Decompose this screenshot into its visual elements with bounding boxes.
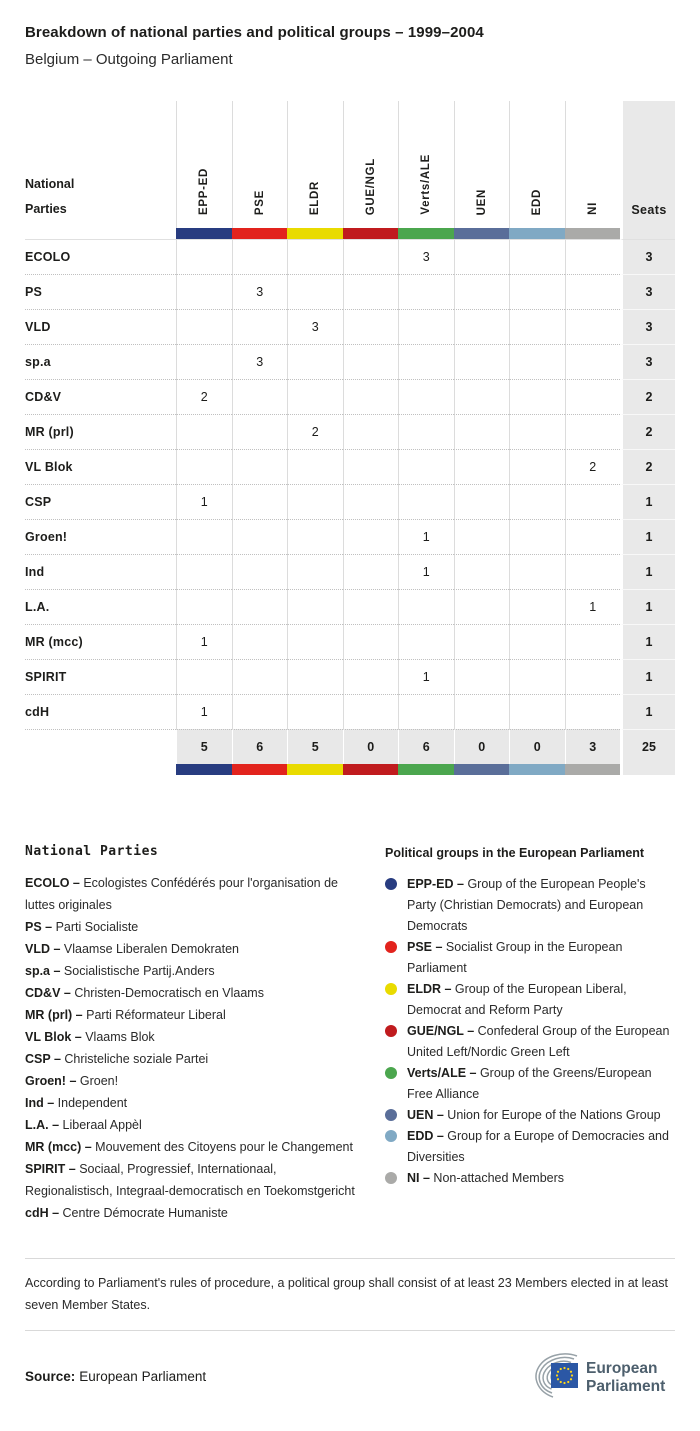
cell-CD&V-EDD — [509, 379, 565, 414]
column-header-UEN — [454, 101, 510, 228]
party-name: VLD — [25, 309, 176, 344]
cell-L.A.-NI: 1 — [565, 589, 621, 624]
cell-Ind-NI — [565, 554, 621, 589]
seats-cell: 2 — [620, 379, 675, 414]
seats-cell: 1 — [620, 589, 675, 624]
cell-sp.a-UEN — [454, 344, 510, 379]
legend-group-item — [385, 979, 675, 1021]
legend-party-item: cdH – Centre Démocrate Humaniste — [25, 1206, 228, 1220]
legend-group-abbr: UEN – — [407, 1108, 444, 1122]
group-color-bar-EDD — [509, 228, 565, 239]
legend-political-groups — [385, 844, 675, 1224]
legend-group-text: Verts/ALE – Group of the Greens/European Free Alliance — [407, 1066, 652, 1101]
group-color-bar-bottom-UEN — [454, 764, 510, 775]
legend-group-text: EPP-ED – Group of the European People's Party (Christian Democrats) and European Democrats — [407, 877, 646, 933]
cell-CD&V-NI — [565, 379, 621, 414]
party-name: L.A. — [25, 589, 176, 624]
cell-L.A.-EPP-ED — [176, 589, 232, 624]
legend-group-item — [385, 1126, 675, 1168]
cell-L.A.-PSE — [232, 589, 288, 624]
group-color-bar-GUE/NGL — [343, 228, 399, 239]
party-name: SPIRIT — [25, 659, 176, 694]
legend-party-abbr: L.A. – — [25, 1118, 60, 1132]
column-header-ELDR — [287, 101, 343, 228]
cell-sp.a-EDD — [509, 344, 565, 379]
cell-VL Blok-ELDR — [287, 449, 343, 484]
column-header-GUE/NGL — [343, 101, 399, 228]
column-header-EDD — [509, 101, 565, 228]
group-color-bar-ELDR — [287, 228, 343, 239]
cell-MR (prl)-GUE/NGL — [343, 414, 399, 449]
cell-ECOLO-UEN — [454, 239, 510, 274]
cell-MR (mcc)-UEN — [454, 624, 510, 659]
group-color-dot-icon — [385, 1109, 397, 1121]
cell-CD&V-EPP-ED: 2 — [176, 379, 232, 414]
column-header-NI — [565, 101, 621, 228]
cell-sp.a-EPP-ED — [176, 344, 232, 379]
legend-group-text: NI – Non-attached Members — [407, 1171, 565, 1185]
seats-cell: 2 — [620, 414, 675, 449]
cell-SPIRIT-NI — [565, 659, 621, 694]
cell-PS-UEN — [454, 274, 510, 309]
cell-VLD-UEN — [454, 309, 510, 344]
source-text — [25, 1369, 206, 1384]
eu-flag-icon — [551, 1363, 578, 1388]
legend-party-item: CD&V – Christen-Democratisch en Vlaams — [25, 986, 264, 1000]
cell-ECOLO-Verts/ALE: 3 — [398, 239, 454, 274]
legend-national-parties-items — [25, 872, 357, 1224]
total-NI: 3 — [565, 729, 621, 764]
cell-Ind-PSE — [232, 554, 288, 589]
cell-sp.a-GUE/NGL — [343, 344, 399, 379]
cell-cdH-PSE — [232, 694, 288, 729]
group-color-dot-icon — [385, 1025, 397, 1037]
cell-cdH-EDD — [509, 694, 565, 729]
cell-Ind-EDD — [509, 554, 565, 589]
seats-cell: 2 — [620, 449, 675, 484]
column-header-label: NI — [586, 202, 599, 215]
cell-CSP-NI — [565, 484, 621, 519]
group-color-bar-bottom-Verts/ALE — [398, 764, 454, 775]
legend-party-abbr: MR (prl) – — [25, 1008, 83, 1022]
seats-cell: 1 — [620, 484, 675, 519]
column-header-label: UEN — [475, 188, 488, 215]
legend-group-item — [385, 1168, 675, 1189]
total-GUE/NGL: 0 — [343, 729, 399, 764]
cell-SPIRIT-GUE/NGL — [343, 659, 399, 694]
seats-cell: 1 — [620, 554, 675, 589]
cell-CD&V-Verts/ALE — [398, 379, 454, 414]
cell-Ind-ELDR — [287, 554, 343, 589]
total-EDD: 0 — [509, 729, 565, 764]
cell-Groen!-PSE — [232, 519, 288, 554]
total-UEN: 0 — [454, 729, 510, 764]
cell-Groen!-ELDR — [287, 519, 343, 554]
group-color-dot-icon — [385, 983, 397, 995]
cell-CSP-Verts/ALE — [398, 484, 454, 519]
legend-party-item: MR (prl) – Parti Réformateur Liberal — [25, 1008, 226, 1022]
cell-MR (prl)-UEN — [454, 414, 510, 449]
cell-CSP-PSE — [232, 484, 288, 519]
cell-CSP-ELDR — [287, 484, 343, 519]
cell-Groen!-EDD — [509, 519, 565, 554]
legend-party-abbr: Groen! – — [25, 1074, 77, 1088]
cell-SPIRIT-Verts/ALE: 1 — [398, 659, 454, 694]
cell-cdH-GUE/NGL — [343, 694, 399, 729]
total-ELDR: 5 — [287, 729, 343, 764]
cell-sp.a-NI — [565, 344, 621, 379]
cell-PS-GUE/NGL — [343, 274, 399, 309]
cell-MR (mcc)-ELDR — [287, 624, 343, 659]
legend-party-abbr: CD&V – — [25, 986, 71, 1000]
seats-cell: 1 — [620, 624, 675, 659]
cell-MR (prl)-Verts/ALE — [398, 414, 454, 449]
cell-PS-ELDR — [287, 274, 343, 309]
cell-MR (mcc)-EPP-ED: 1 — [176, 624, 232, 659]
cell-Groen!-UEN — [454, 519, 510, 554]
group-color-bar-Verts/ALE — [398, 228, 454, 239]
cell-VL Blok-EPP-ED — [176, 449, 232, 484]
seats-cell: 3 — [620, 239, 675, 274]
party-name: sp.a — [25, 344, 176, 379]
legend-party-abbr: cdH – — [25, 1206, 60, 1220]
legend-group-item — [385, 937, 675, 979]
legend-group-item — [385, 1021, 675, 1063]
cell-MR (mcc)-NI — [565, 624, 621, 659]
cell-VL Blok-PSE — [232, 449, 288, 484]
footnote: According to Parliament's rules of procedure, a political group shall consist of at least 23 Members elected in at least seven Member States. — [25, 1276, 668, 1312]
column-header-PSE — [232, 101, 288, 228]
seats-cell: 1 — [620, 519, 675, 554]
legend-party-item: Groen! – Groen! — [25, 1074, 119, 1088]
party-name: PS — [25, 274, 176, 309]
column-header-label: PSE — [253, 189, 266, 215]
cell-SPIRIT-ELDR — [287, 659, 343, 694]
cell-VL Blok-NI: 2 — [565, 449, 621, 484]
column-header-seats: Seats — [620, 101, 675, 228]
column-header-Verts/ALE — [398, 101, 454, 228]
legend-group-abbr: ELDR – — [407, 982, 452, 996]
cell-CD&V-ELDR — [287, 379, 343, 414]
cell-SPIRIT-EPP-ED — [176, 659, 232, 694]
legend-group-text: UEN – Union for Europe of the Nations Group — [407, 1108, 661, 1122]
cell-sp.a-Verts/ALE — [398, 344, 454, 379]
cell-Groen!-Verts/ALE: 1 — [398, 519, 454, 554]
cell-VL Blok-EDD — [509, 449, 565, 484]
legend-party-abbr: ECOLO – — [25, 876, 80, 890]
legend-party-abbr: sp.a – — [25, 964, 61, 978]
page-title: Breakdown of national parties and political groups – 1999–2004 — [25, 24, 484, 41]
legend-party-abbr: Ind – — [25, 1096, 55, 1110]
cell-VLD-NI — [565, 309, 621, 344]
group-color-bar-PSE — [232, 228, 288, 239]
cell-ECOLO-NI — [565, 239, 621, 274]
group-color-bar-bottom-EDD — [509, 764, 565, 775]
cell-MR (mcc)-PSE — [232, 624, 288, 659]
column-header-label: GUE/NGL — [364, 157, 377, 215]
legend-party-abbr: VL Blok – — [25, 1030, 82, 1044]
legend-party-item: SPIRIT – Sociaal, Progressief, Internationaal, Regionalistisch, Integraal-democratisch en Toekomstgericht — [25, 1162, 355, 1198]
source-label: Source: — [25, 1368, 76, 1384]
party-name: cdH — [25, 694, 176, 729]
cell-MR (prl)-EPP-ED — [176, 414, 232, 449]
cell-SPIRIT-EDD — [509, 659, 565, 694]
legend-group-item — [385, 1105, 675, 1126]
cell-VL Blok-GUE/NGL — [343, 449, 399, 484]
cell-MR (prl)-NI — [565, 414, 621, 449]
column-header-EPP-ED — [176, 101, 232, 228]
cell-cdH-NI — [565, 694, 621, 729]
cell-Ind-Verts/ALE: 1 — [398, 554, 454, 589]
cell-CSP-GUE/NGL — [343, 484, 399, 519]
group-color-dot-icon — [385, 878, 397, 890]
party-name: Ind — [25, 554, 176, 589]
seats-color-spacer — [620, 228, 675, 239]
total-Verts/ALE: 6 — [398, 729, 454, 764]
cell-ECOLO-EPP-ED — [176, 239, 232, 274]
cell-MR (prl)-ELDR: 2 — [287, 414, 343, 449]
legend-group-abbr: Verts/ALE – — [407, 1066, 477, 1080]
legend-group-item — [385, 1063, 675, 1105]
cell-PS-Verts/ALE — [398, 274, 454, 309]
total-EPP-ED: 5 — [176, 729, 232, 764]
cell-VL Blok-UEN — [454, 449, 510, 484]
legend-group-abbr: EPP-ED – — [407, 877, 464, 891]
legend-national-parties — [25, 844, 385, 1224]
legend-party-item: MR (mcc) – Mouvement des Citoyens pour le Changement — [25, 1140, 353, 1154]
parties-groups-table — [25, 101, 675, 775]
cell-cdH-Verts/ALE — [398, 694, 454, 729]
cell-SPIRIT-PSE — [232, 659, 288, 694]
legend-party-item: Ind – Independent — [25, 1096, 128, 1110]
group-color-bar-bottom-ELDR — [287, 764, 343, 775]
cell-L.A.-Verts/ALE — [398, 589, 454, 624]
cell-VLD-ELDR: 3 — [287, 309, 343, 344]
totals-spacer — [25, 729, 176, 764]
group-color-bar-bottom-PSE — [232, 764, 288, 775]
bar-spacer — [25, 228, 176, 239]
legend-party-item: PS – Parti Socialiste — [25, 920, 139, 934]
page-subtitle: Belgium – Outgoing Parliament — [25, 51, 233, 68]
cell-Groen!-EPP-ED — [176, 519, 232, 554]
cell-Ind-EPP-ED — [176, 554, 232, 589]
legend-group-text: GUE/NGL – Confederal Group of the European United Left/Nordic Green Left — [407, 1024, 670, 1059]
group-color-bar-UEN — [454, 228, 510, 239]
cell-MR (prl)-PSE — [232, 414, 288, 449]
legend-party-abbr: CSP – — [25, 1052, 61, 1066]
legend-group-abbr: GUE/NGL – — [407, 1024, 475, 1038]
divider-top — [25, 1258, 675, 1259]
cell-VLD-Verts/ALE — [398, 309, 454, 344]
legend-party-abbr: PS – — [25, 920, 53, 934]
cell-CD&V-GUE/NGL — [343, 379, 399, 414]
legend-party-abbr: SPIRIT – — [25, 1162, 76, 1176]
cell-ECOLO-PSE — [232, 239, 288, 274]
cell-CD&V-PSE — [232, 379, 288, 414]
group-color-dot-icon — [385, 1067, 397, 1079]
cell-CSP-EPP-ED: 1 — [176, 484, 232, 519]
legend-party-item: VLD – Vlaamse Liberalen Demokraten — [25, 942, 240, 956]
legend-party-item: ECOLO – Ecologistes Confédérés pour l'organisation de luttes originales — [25, 876, 338, 912]
legend-party-abbr: VLD – — [25, 942, 61, 956]
legend-section — [25, 844, 675, 1224]
group-color-bar-bottom-GUE/NGL — [343, 764, 399, 775]
total-PSE: 6 — [232, 729, 288, 764]
legend-party-item: sp.a – Socialistische Partij.Anders — [25, 964, 215, 978]
legend-party-item: L.A. – Liberaal Appèl — [25, 1118, 142, 1132]
cell-cdH-UEN — [454, 694, 510, 729]
bar-spacer-bottom — [25, 764, 176, 775]
cell-sp.a-ELDR — [287, 344, 343, 379]
total-seats: 25 — [620, 729, 675, 764]
seats-cell: 1 — [620, 694, 675, 729]
party-name: VL Blok — [25, 449, 176, 484]
source-value: European Parliament — [79, 1368, 207, 1384]
legend-party-item: VL Blok – Vlaams Blok — [25, 1030, 155, 1044]
divider-bottom — [25, 1330, 675, 1331]
cell-ECOLO-GUE/NGL — [343, 239, 399, 274]
cell-cdH-EPP-ED: 1 — [176, 694, 232, 729]
cell-Groen!-NI — [565, 519, 621, 554]
cell-L.A.-ELDR — [287, 589, 343, 624]
group-color-dot-icon — [385, 1172, 397, 1184]
cell-Groen!-GUE/NGL — [343, 519, 399, 554]
seats-cell: 3 — [620, 309, 675, 344]
legend-group-text: PSE – Socialist Group in the European Parliament — [407, 940, 623, 975]
party-name: MR (mcc) — [25, 624, 176, 659]
cell-ECOLO-EDD — [509, 239, 565, 274]
cell-MR (prl)-EDD — [509, 414, 565, 449]
legend-political-groups-items — [385, 874, 675, 1189]
column-header-label: EPP-ED — [198, 167, 211, 215]
cell-VLD-PSE — [232, 309, 288, 344]
national-parties-label: National Parties — [25, 177, 75, 216]
cell-PS-NI — [565, 274, 621, 309]
legend-group-text: ELDR – Group of the European Liberal, Democrat and Reform Party — [407, 982, 627, 1017]
cell-Ind-GUE/NGL — [343, 554, 399, 589]
group-color-bar-EPP-ED — [176, 228, 232, 239]
seats-cell: 3 — [620, 344, 675, 379]
party-name: MR (prl) — [25, 414, 176, 449]
cell-ECOLO-ELDR — [287, 239, 343, 274]
legend-party-abbr: MR (mcc) – — [25, 1140, 92, 1154]
group-color-bar-bottom-NI — [565, 764, 621, 775]
cell-PS-EPP-ED — [176, 274, 232, 309]
cell-VLD-EDD — [509, 309, 565, 344]
cell-CSP-EDD — [509, 484, 565, 519]
cell-VLD-EPP-ED — [176, 309, 232, 344]
seats-cell: 3 — [620, 274, 675, 309]
column-header-label: EDD — [531, 188, 544, 215]
cell-PS-PSE: 3 — [232, 274, 288, 309]
cell-L.A.-GUE/NGL — [343, 589, 399, 624]
column-header-label: ELDR — [309, 180, 322, 215]
cell-sp.a-PSE: 3 — [232, 344, 288, 379]
party-name: CSP — [25, 484, 176, 519]
cell-CD&V-UEN — [454, 379, 510, 414]
legend-group-abbr: EDD – — [407, 1129, 444, 1143]
cell-CSP-UEN — [454, 484, 510, 519]
legend-political-groups-title: Political groups in the European Parliament — [385, 846, 645, 860]
legend-party-item: CSP – Christeliche soziale Partei — [25, 1052, 209, 1066]
cell-MR (mcc)-EDD — [509, 624, 565, 659]
legend-national-parties-title: National Parties — [25, 844, 159, 859]
source-row — [25, 1351, 675, 1401]
legend-group-abbr: PSE – — [407, 940, 443, 954]
seats-cell: 1 — [620, 659, 675, 694]
legend-group-item — [385, 874, 675, 937]
table-row-header-label — [25, 101, 176, 228]
cell-MR (mcc)-GUE/NGL — [343, 624, 399, 659]
party-name: Groen! — [25, 519, 176, 554]
party-name: ECOLO — [25, 239, 176, 274]
seats-color-spacer-bottom — [620, 764, 675, 775]
cell-SPIRIT-UEN — [454, 659, 510, 694]
cell-PS-EDD — [509, 274, 565, 309]
cell-L.A.-EDD — [509, 589, 565, 624]
legend-group-abbr: NI – — [407, 1171, 430, 1185]
group-color-dot-icon — [385, 1130, 397, 1142]
group-color-dot-icon — [385, 941, 397, 953]
cell-MR (mcc)-Verts/ALE — [398, 624, 454, 659]
cell-VL Blok-Verts/ALE — [398, 449, 454, 484]
cell-Ind-UEN — [454, 554, 510, 589]
group-color-bar-bottom-EPP-ED — [176, 764, 232, 775]
logo-text: European Parliament — [586, 1360, 666, 1395]
party-name: CD&V — [25, 379, 176, 414]
legend-group-text: EDD – Group for a Europe of Democracies and Diversities — [407, 1129, 669, 1164]
group-color-bar-NI — [565, 228, 621, 239]
cell-VLD-GUE/NGL — [343, 309, 399, 344]
cell-cdH-ELDR — [287, 694, 343, 729]
european-parliament-logo — [523, 1351, 675, 1401]
cell-L.A.-UEN — [454, 589, 510, 624]
column-header-label: Verts/ALE — [420, 154, 433, 215]
